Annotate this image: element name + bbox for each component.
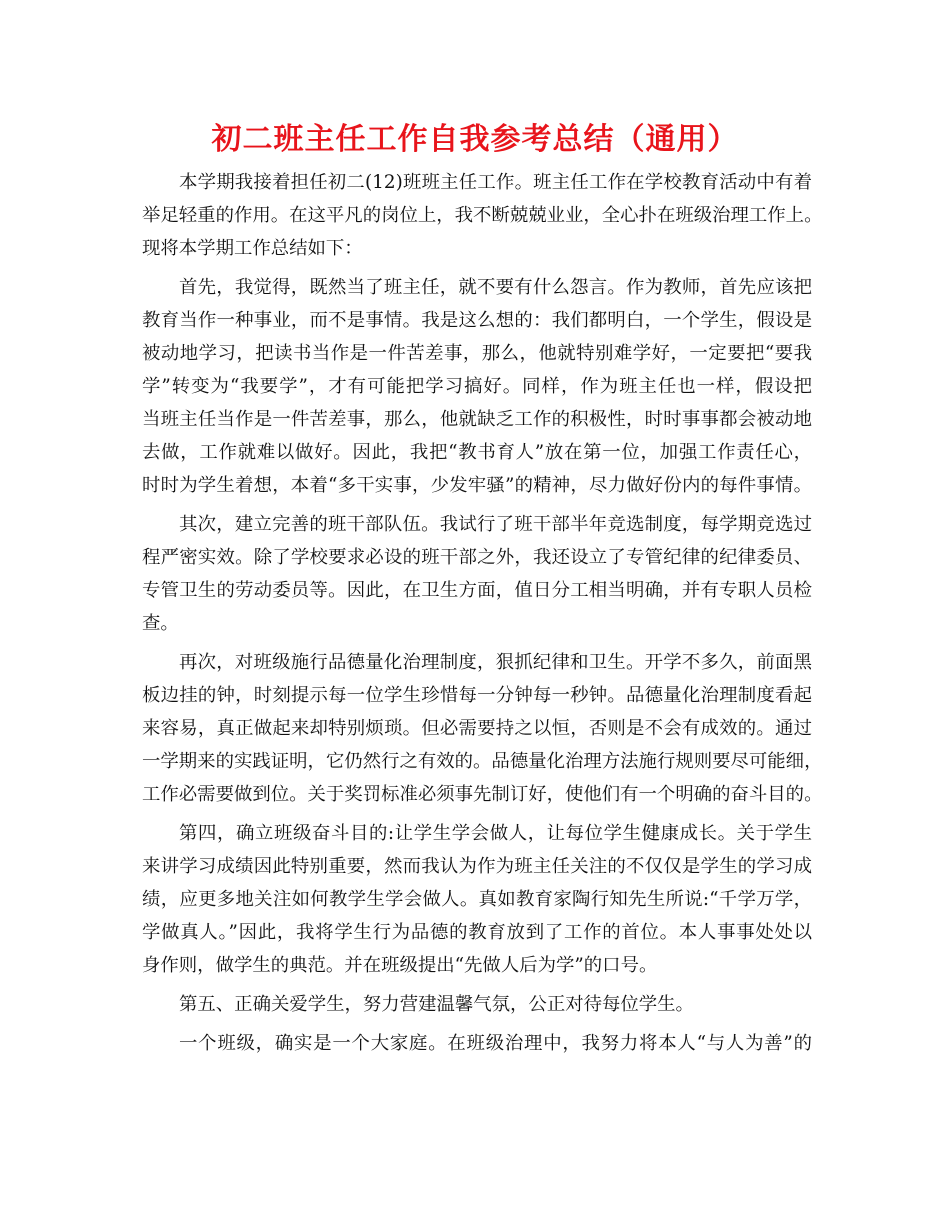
text-line: 一个班级，确实是一个大家庭。在班级治理中，我努力将本人“与人为善”的 bbox=[179, 1033, 812, 1054]
text-line: 学做真人。”因此，我将学生行为品德的教育放到了工作的首位。本人事事处处以 bbox=[142, 922, 812, 943]
text-line: 身作则，做学生的典范。并在班级提出“先做人后为学”的口号。 bbox=[142, 955, 658, 976]
paragraph-fifth bbox=[142, 988, 812, 1021]
text-line: 举足轻重的作用。在这平凡的岗位上，我不断兢兢业业，全心扑在班级治理工作上。 bbox=[142, 205, 823, 226]
text-line: 当班主任当作是一件苦差事，那么，他就缺乏工作的积极性，时时事事都会被动地 bbox=[142, 409, 812, 430]
paragraph-second bbox=[142, 508, 812, 640]
paragraph-intro bbox=[142, 166, 823, 265]
text-line: 专管卫生的劳动委员等。因此，在卫生方面，值日分工相当明确，并有专职人员检 bbox=[142, 580, 812, 601]
document-body bbox=[142, 166, 823, 1060]
text-line: 工作必需要做到位。关于奖罚标准必须事先制订好，使他们有一个明确的奋斗目的。 bbox=[142, 784, 823, 805]
document-title: 初二班主任工作自我参考总结（通用） bbox=[211, 122, 739, 157]
text-line: 来容易，真正做起来却特别烦琐。但必需要持之以恒，否则是不会有成效的。通过 bbox=[142, 718, 812, 739]
text-line: 本学期我接着担任初二(12)班班主任工作。班主任工作在学校教育活动中有着 bbox=[179, 172, 812, 193]
text-line: 第五、正确关爱学生，努力营建温馨气氛，公正对待每位学生。 bbox=[179, 994, 694, 1015]
text-line: 再次，对班级施行品德量化治理制度，狠抓纪律和卫生。开学不多久，前面黑 bbox=[179, 652, 812, 673]
text-line: 其次，建立完善的班干部队伍。我试行了班干部半年竞选制度，每学期竞选过 bbox=[179, 514, 812, 535]
text-line: 程严密实效。除了学校要求必设的班干部之外，我还设立了专管纪律的纪律委员、 bbox=[142, 547, 812, 568]
text-line: 来讲学习成绩因此特别重要，然而我认为作为班主任关注的不仅仅是学生的学习成 bbox=[142, 856, 812, 877]
text-line: 第四，确立班级奋斗目的:让学生学会做人，让每位学生健康成长。关于学生 bbox=[179, 823, 812, 844]
text-line: 教育当作一种事业，而不是事情。我是这么想的：我们都明白，一个学生，假设是 bbox=[142, 310, 812, 331]
paragraph-fourth bbox=[142, 817, 812, 982]
paragraph-third bbox=[142, 646, 823, 811]
text-line: 查。 bbox=[142, 613, 179, 634]
text-line: 首先，我觉得，既然当了班主任，就不要有什么怨言。作为教师，首先应该把 bbox=[179, 277, 812, 298]
paragraph-first bbox=[142, 271, 812, 502]
text-line: 绩，应更多地关注如何教学生学会做人。真如教育家陶行知先生所说:“千学万学， bbox=[142, 889, 812, 910]
text-line: 一学期来的实践证明，它仍然行之有效的。品德量化治理方法施行规则要尽可能细， bbox=[142, 751, 823, 772]
text-line: 被动地学习，把读书当作是一件苦差事，那么，他就特别难学好，一定要把“要我 bbox=[142, 343, 812, 364]
text-line: 板边挂的钟，时刻提示每一位学生珍惜每一分钟每一秒钟。品德量化治理制度看起 bbox=[142, 685, 812, 706]
text-line: 学”转变为“我要学”，才有可能把学习搞好。同样，作为班主任也一样，假设把 bbox=[142, 376, 812, 397]
text-line: 去做，工作就难以做好。因此，我把“教书育人”放在第一位，加强工作责任心， bbox=[142, 442, 812, 463]
text-line: 现将本学期工作总结如下： bbox=[142, 238, 363, 259]
paragraph-sixth bbox=[142, 1027, 812, 1060]
text-line: 时时为学生着想，本着“多干实事，少发牢骚”的精神，尽力做好份内的每件事情。 bbox=[142, 475, 812, 496]
